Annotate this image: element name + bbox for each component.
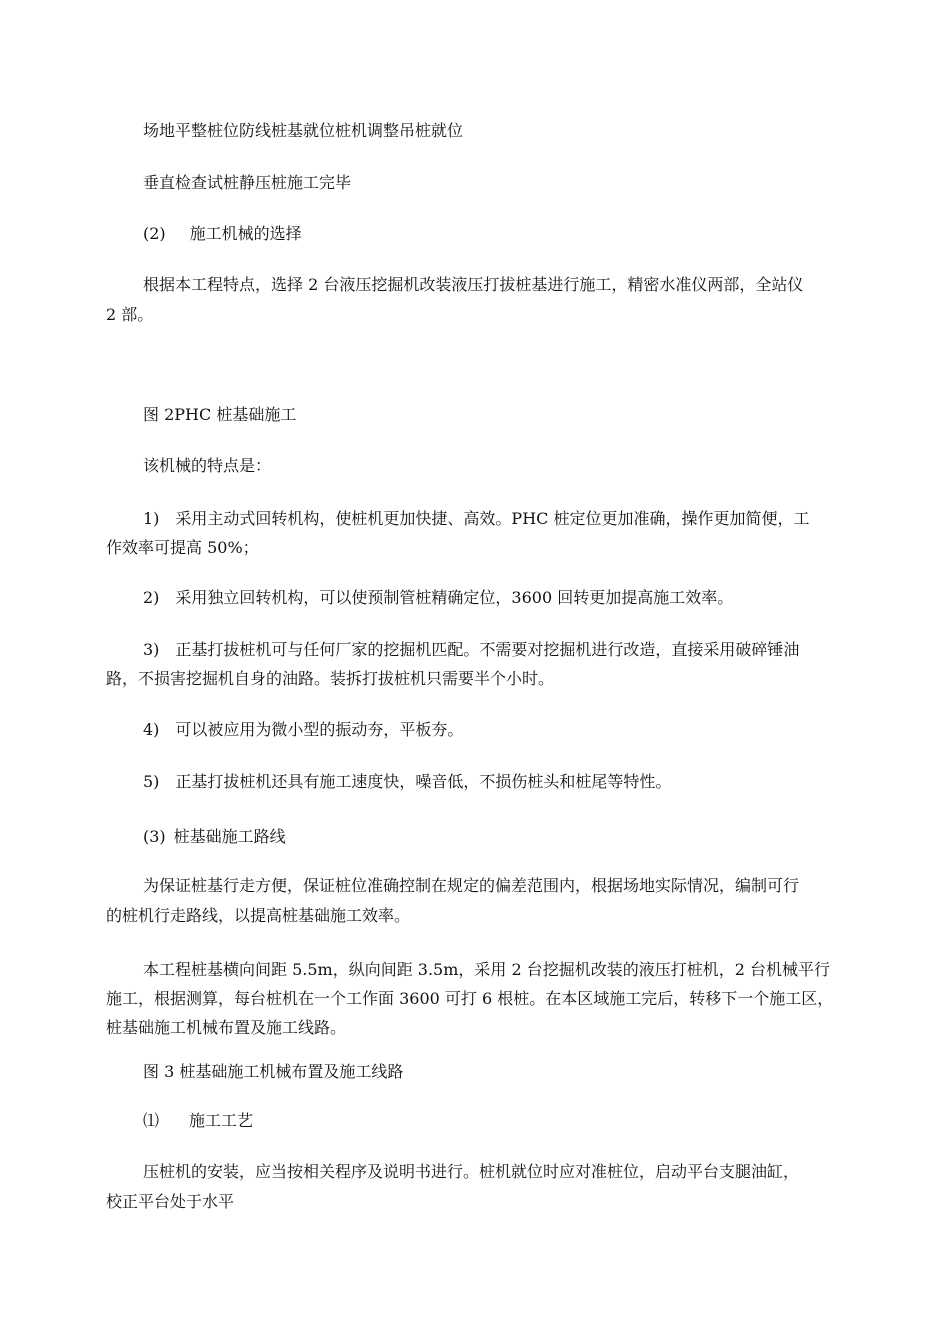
list-number: 2) [143,588,160,607]
paragraph-spacing-line1: 本工程桩基横向间距 5.5m，纵向间距 3.5m，采用 2 台挖掘机改装的液压打桩机，2 台机械平行 [143,960,831,979]
paragraph-process-flow-2: 垂直检查试桩静压桩施工完毕 [143,173,352,192]
section-title: 桩基础施工路线 [173,827,286,846]
paragraph-machinery-line2: 2 部。 [106,305,154,324]
list-text: 可以被应用为微小型的振动夯，平板夯。 [175,720,464,739]
list-item-1-line2: 作效率可提高 50%； [106,538,259,557]
section-heading-route [143,822,286,851]
list-number: 4) [143,720,160,739]
paragraph-route-line2: 的桩机行走路线，以提高桩基础施工效率。 [106,906,411,925]
section-number: (2) [143,224,166,243]
paragraph-machinery-line1: 根据本工程特点，选择 2 台液压挖掘机改装液压打拔桩基进行施工，精密水准仪两部，全站仪 [143,275,804,294]
section-number: (3) [143,827,166,846]
list-text: 正基打拔桩机还具有施工速度快，噪音低，不损伤桩头和桩尾等特性。 [175,772,672,791]
paragraph-features-intro: 该机械的特点是： [143,456,272,475]
list-text: 正基打拔桩机可与任何厂家的挖掘机匹配。不需要对挖掘机进行改造，直接采用破碎锤油 [175,640,800,659]
paragraph-installation-line2: 校正平台处于水平 [106,1192,235,1211]
section-title: 施工机械的选择 [189,224,302,243]
section-number: ⑴ [143,1111,160,1130]
figure-caption-3: 图 3 桩基础施工机械布置及施工线路 [143,1062,404,1081]
list-item-5 [143,767,671,796]
list-number: 1) [143,509,160,528]
list-number: 5) [143,772,160,791]
figure-caption-2: 图 2PHC 桩基础施工 [143,405,297,424]
list-item-1-line1 [143,504,809,533]
list-item-3-line1 [143,635,799,664]
section-title: 施工工艺 [189,1111,254,1130]
list-text: 采用独立回转机构，可以使预制管桩精确定位，3600 回转更加提高施工效率。 [175,588,734,607]
paragraph-spacing-line3: 桩基础施工机械布置及施工线路。 [106,1018,347,1037]
list-item-2 [143,583,733,612]
section-heading-machinery [143,219,302,248]
paragraph-installation-line1: 压桩机的安装，应当按相关程序及说明书进行。桩机就位时应对准桩位，启动平台支腿油缸， [143,1162,800,1181]
paragraph-route-line1: 为保证桩基行走方便，保证桩位准确控制在规定的偏差范围内，根据场地实际情况，编制可行 [143,876,800,895]
paragraph-process-flow-1: 场地平整桩位防线桩基就位桩机调整吊桩就位 [143,121,464,140]
list-item-4 [143,715,463,744]
list-text: 采用主动式回转机构，使桩机更加快捷、高效。PHC 桩定位更加准确，操作更加简便，工 [175,509,810,528]
paragraph-spacing-line2: 施工，根据测算，每台桩机在一个工作面 3600 可打 6 根桩。在本区域施工完后，转移下一个施工区， [106,989,834,1008]
section-heading-process [143,1106,253,1135]
list-number: 3) [143,640,160,659]
list-item-3-line2: 路，不损害挖掘机自身的油路。装拆打拔桩机只需要半个小时。 [106,669,555,688]
